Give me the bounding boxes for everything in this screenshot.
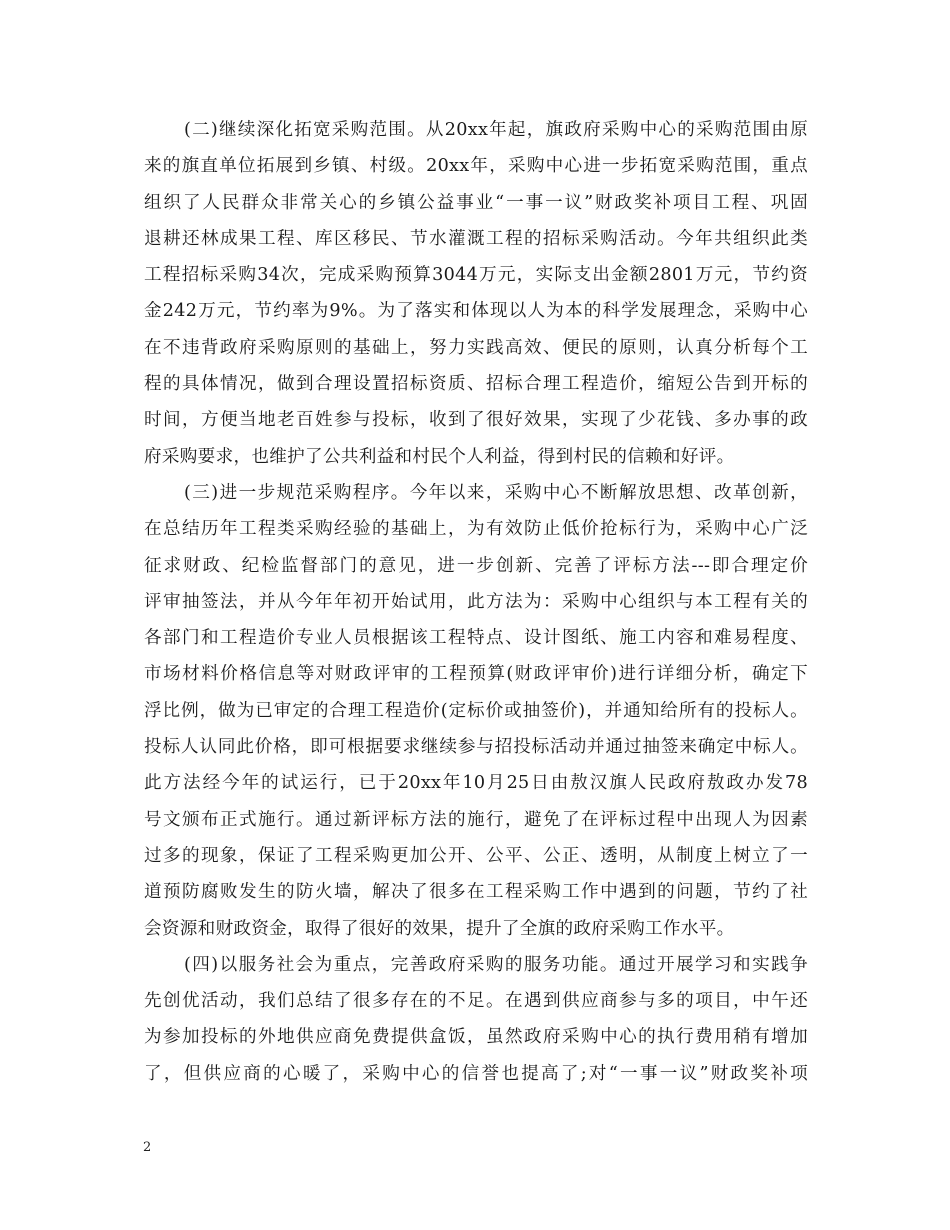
text-line: 投标人认同此价格，即可根据要求继续参与招投标活动并通过抽签来确定中标人。	[144, 737, 808, 758]
text-line: 市场材料价格信息等对财政评审的工程预算(财政评审价)进行详细分析，确定下	[144, 664, 808, 685]
text-line: 浮比例，做为已审定的合理工程造价(定标价或抽签价)，并通知给所有的投标人。	[144, 700, 808, 721]
text-line: 组织了人民群众非常关心的乡镇公益事业“一事一议”财政奖补项目工程、巩固	[144, 192, 808, 213]
text-line: 了，但供应商的心暖了，采购中心的信誉也提高了;对“一事一议”财政奖补项	[144, 1063, 808, 1084]
text-line: 先创优活动，我们总结了很多存在的不足。在遇到供应商参与多的项目，中午还	[144, 991, 808, 1012]
text-line: 道预防腐败发生的防火墙，解决了很多在工程采购工作中遇到的问题，节约了社	[144, 882, 808, 903]
text-line: 征求财政、纪检监督部门的意见，进一步创新、完善了评标方法---即合理定价	[144, 555, 808, 576]
paragraph-procedure-standardization	[144, 475, 808, 947]
text-line: 为参加投标的外地供应商免费提供盒饭，虽然政府采购中心的执行费用稍有增加	[144, 1027, 808, 1048]
text-line: 在总结历年工程类采购经验的基础上，为有效防止低价抢标行为，采购中心广泛	[144, 519, 808, 540]
text-line: 号文颁布正式施行。通过新评标方法的施行，避免了在评标过程中出现人为因素	[144, 809, 808, 830]
document-body	[144, 112, 808, 1092]
text-line: 工程招标采购34次，完成采购预算3044万元，实际支出金额2801万元，节约资	[144, 265, 808, 286]
page-number: 2	[143, 1140, 152, 1155]
text-line: 府采购要求，也维护了公共利益和村民个人利益，得到村民的信赖和好评。	[144, 446, 735, 467]
text-line: 退耕还林成果工程、库区移民、节水灌溉工程的招标采购活动。今年共组织此类	[144, 228, 808, 249]
text-line: 在不违背政府采购原则的基础上，努力实践高效、便民的原则，认真分析每个工	[144, 337, 808, 358]
text-line: (四)以服务社会为重点，完善政府采购的服务功能。通过开展学习和实践争	[184, 954, 808, 975]
text-line: 评审抽签法，并从今年年初开始试用，此方法为：采购中心组织与本工程有关的	[144, 591, 808, 612]
paragraph-service-function	[144, 947, 808, 1092]
text-line: 程的具体情况，做到合理设置招标资质、招标合理工程造价，缩短公告到开标的	[144, 374, 808, 395]
text-line: (二)继续深化拓宽采购范围。从20xx年起，旗政府采购中心的采购范围由原	[184, 120, 808, 140]
text-line: 各部门和工程造价专业人员根据该工程特点、设计图纸、施工内容和难易程度、	[144, 628, 808, 649]
text-line: 过多的现象，保证了工程采购更加公开、公平、公正、透明，从制度上树立了一	[144, 845, 808, 866]
paragraph-scope-expansion	[144, 112, 808, 475]
text-line: 金242万元，节约率为9%。为了落实和体现以人为本的科学发展理念，采购中心	[144, 301, 808, 322]
text-line: 此方法经今年的试运行，已于20xx年10月25日由敖汉旗人民政府敖政办发78	[144, 773, 808, 794]
text-line: 来的旗直单位拓展到乡镇、村级。20xx年，采购中心进一步拓宽采购范围，重点	[144, 156, 808, 177]
text-line: 会资源和财政资金，取得了很好的效果，提升了全旗的政府采购工作水平。	[144, 918, 735, 939]
text-line: (三)进一步规范采购程序。今年以来，采购中心不断解放思想、改革创新，	[184, 482, 808, 503]
text-line: 时间，方便当地老百姓参与投标，收到了很好效果，实现了少花钱、多办事的政	[144, 410, 808, 431]
